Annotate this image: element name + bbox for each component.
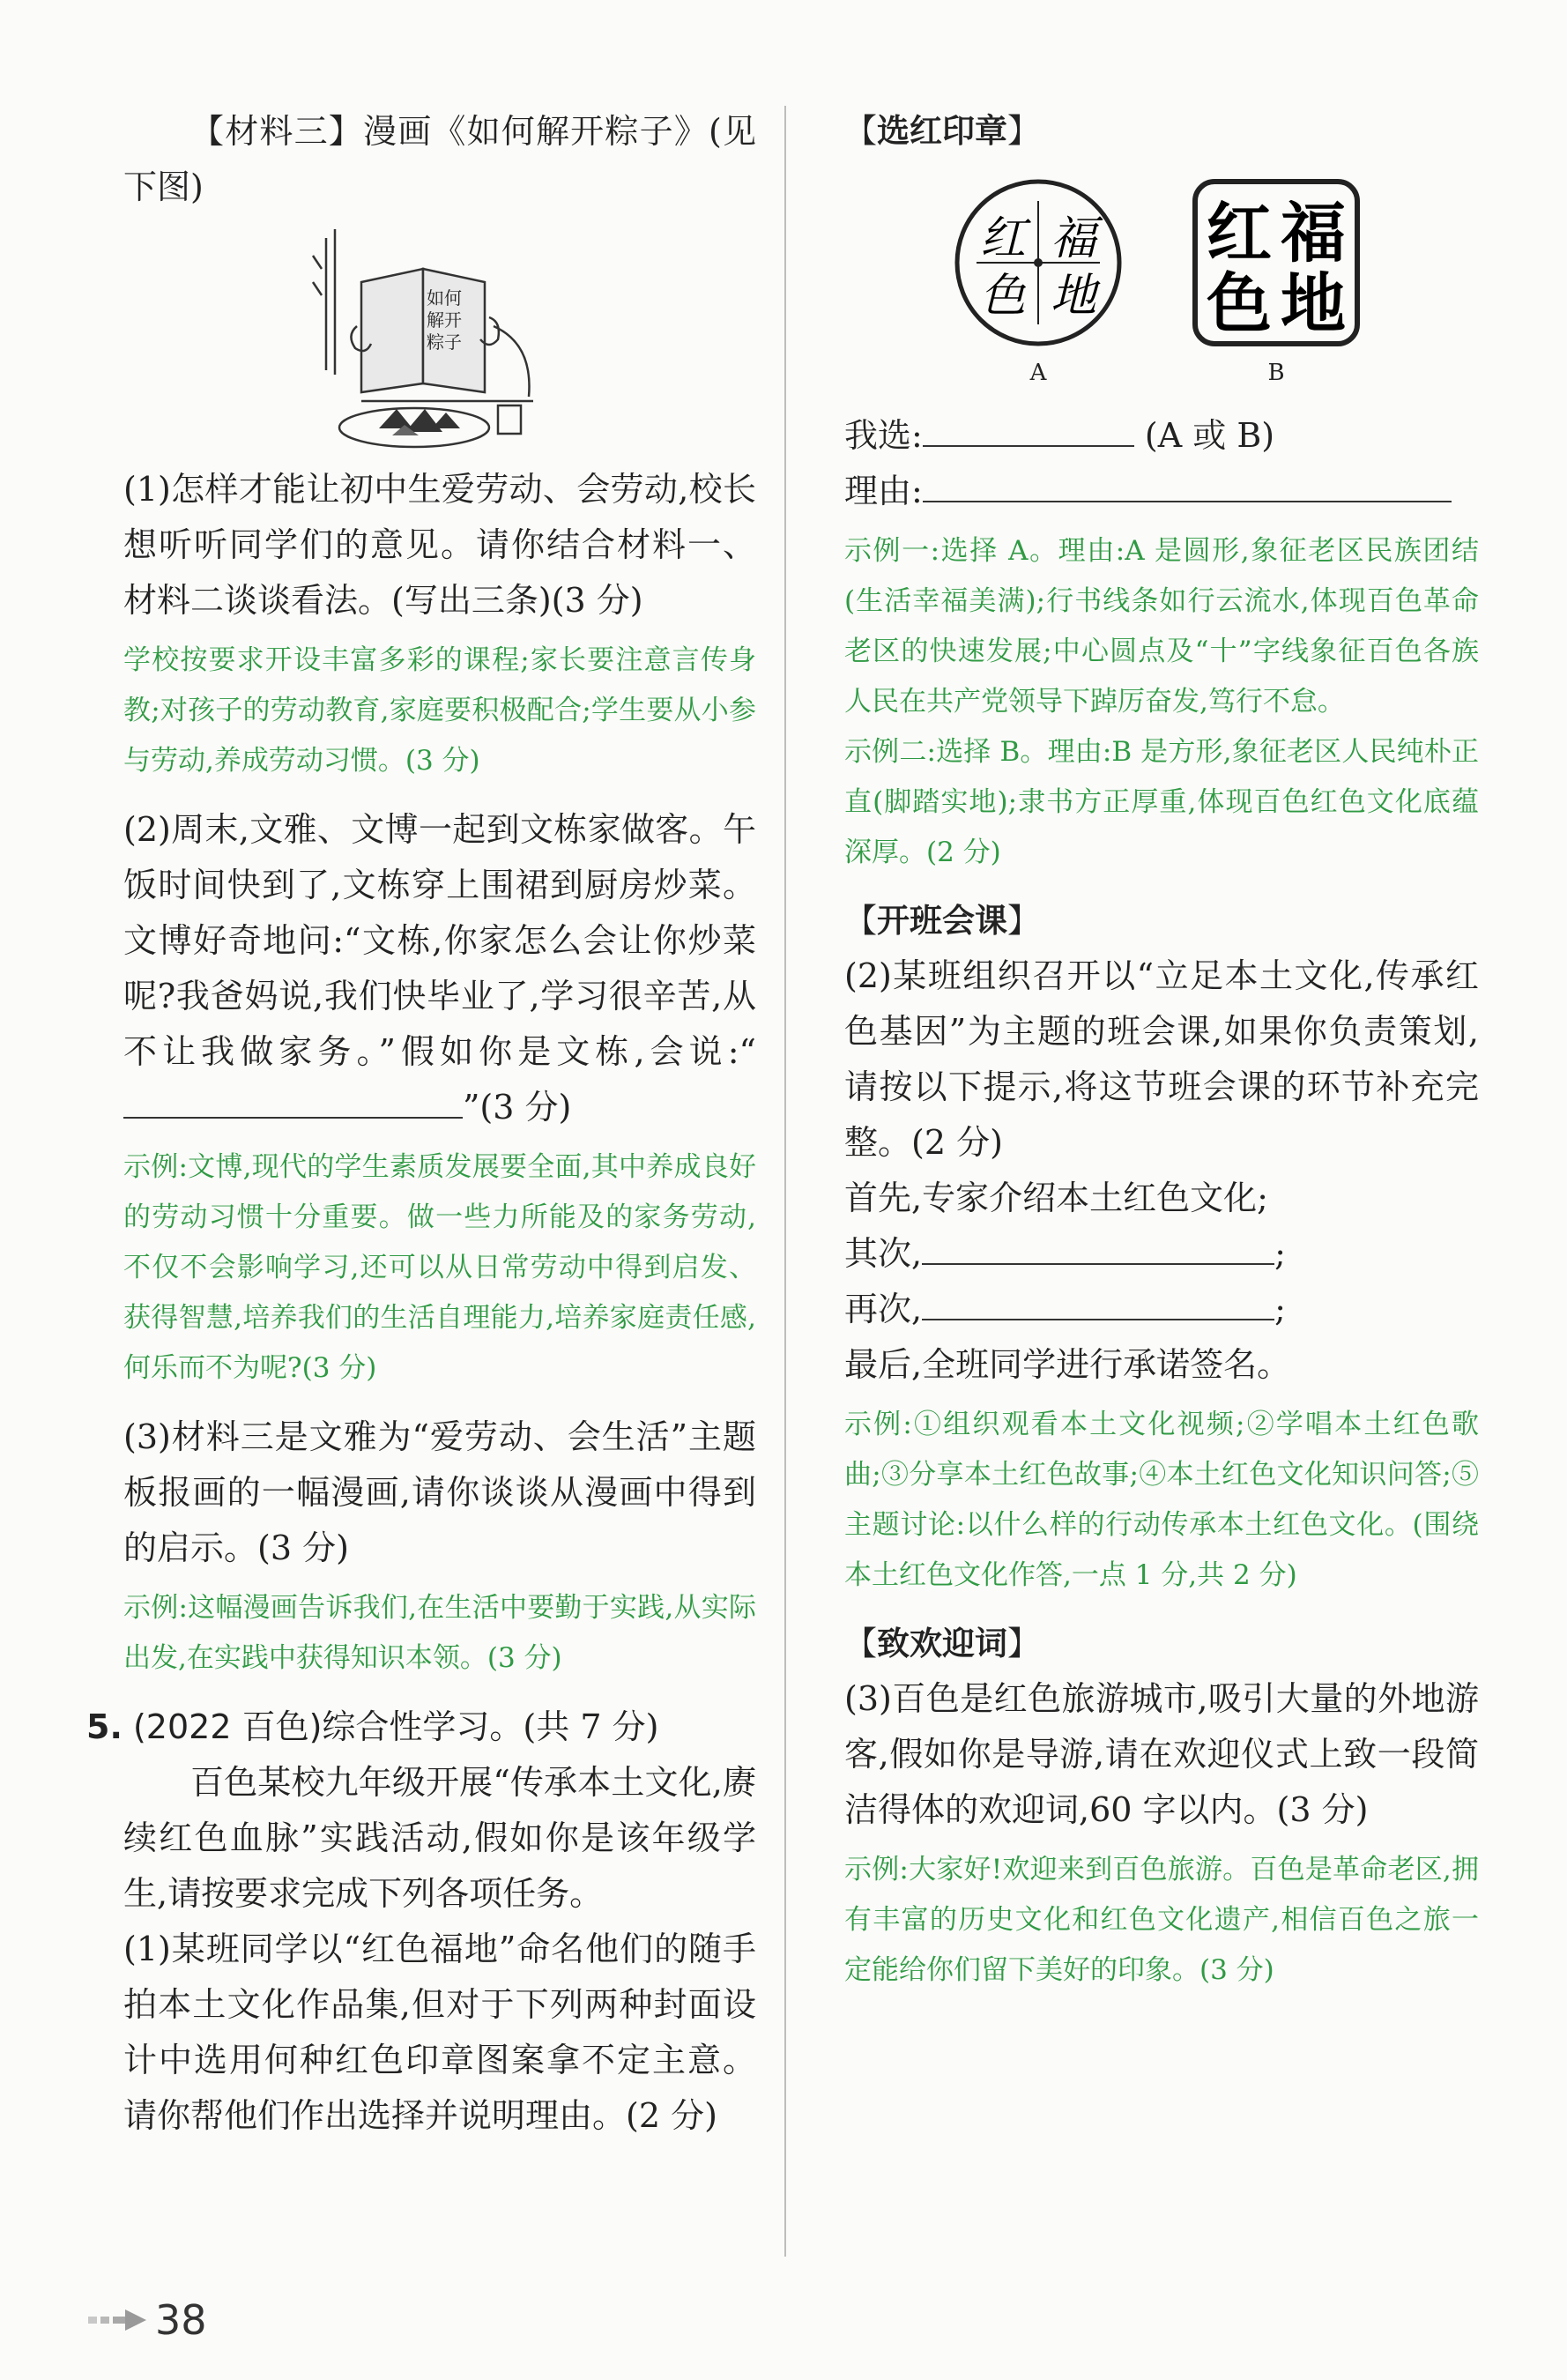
seal-a-label: A <box>1029 360 1047 386</box>
seal-a-char-1: 红 <box>979 212 1027 265</box>
section-heading-class: 【开班会课】 <box>844 902 1040 940</box>
cartoon-book-text-3: 粽子 <box>427 331 462 353</box>
seal-a-image <box>950 175 1126 351</box>
class-step-3: 再次, ; <box>844 1290 1286 1328</box>
page-number <box>88 2296 207 2344</box>
question-1: (1)怎样才能让初中生爱劳动、会劳动,校长想听听同学们的意见。请你结合材料一、材料二谈谈看法。(写出三条)(3 分) <box>123 470 756 620</box>
column-divider <box>784 106 786 2257</box>
seal-b-label: B <box>1267 360 1285 386</box>
class-step-4: 最后,全班同学进行承诺签名。 <box>844 1345 1291 1384</box>
welcome-question: (3)百色是红色旅游城市,吸引大量的外地游客,假如你是导游,请在欢迎仪式上致一段简洁得体的欢迎词,60 字以内。(3 分) <box>844 1679 1479 1829</box>
class-step-1: 首先,专家介绍本土红色文化; <box>844 1179 1268 1217</box>
answer-2: 示例:文博,现代的学生素质发展要全面,其中养成良好的劳动习惯十分重要。做一些力所能及的家务劳动,不仅不会影响学习,还可以从日常劳动中得到启发、获得智慧,培养我们的生活自理能力,培养家庭责任感,何乐而不为呢?(3 分) <box>123 1151 756 1384</box>
seal-answer-2: 示例二:选择 B。理由:B 是方形,象征老区人民纯朴正直(脚踏实地);隶书方正厚重,体现百色红色文化底蕴深厚。(2 分) <box>844 736 1479 868</box>
seal-a-char-2: 福 <box>1050 212 1097 265</box>
seal-answer-1: 示例一:选择 A。理由:A 是圆形,象征老区民族团结(生活幸福美满);行书线条如行云流水,体现百色革命老区的快速发展;中心圆点及“十”字线象征百色各族人民在共产党领导下踔厉奋发,笃行不怠。 <box>844 535 1479 718</box>
choose-line: 我选: (A 或 B) <box>844 416 1275 455</box>
section-heading-welcome: 【致欢迎词】 <box>844 1625 1040 1662</box>
arrow-icon <box>88 2307 150 2333</box>
answer-3: 示例:这幅漫画告诉我们,在生活中要勤于实践,从实际出发,在实践中获得知识本领。(3 分) <box>123 1592 756 1674</box>
question-2: (2)周末,文雅、文博一起到文栋家做客。午饭时间快到了,文栋穿上围裙到厨房炒菜。文博好奇地问:“文栋,你家怎么会让你炒菜呢?我爸妈说,我们快毕业了,学习很辛苦,从不让我做家务。”假如你是文栋,会说:“”(3 分) <box>123 810 756 1127</box>
seal-options <box>844 166 1479 408</box>
cartoon-book-text-1: 如何 <box>427 287 462 309</box>
seal-b-char-3: 色 <box>1207 266 1272 342</box>
question-number: 5. <box>86 1707 123 1746</box>
reason-blank <box>923 471 1452 502</box>
seal-a-char-3: 色 <box>979 270 1027 323</box>
question-source: (2022 百色) <box>132 1707 323 1746</box>
seal-b-char-2: 福 <box>1281 196 1346 271</box>
material-3: 【材料三】漫画《如何解开粽子》(见下图) <box>123 112 756 206</box>
question-5-title: 5. (2022 百色)综合性学习。(共 7 分) <box>86 1707 659 1746</box>
question-5-sub1: (1)某班同学以“红色福地”命名他们的随手拍本土文化作品集,但对于下列两种封面设计中选用何种红色印章图案拿不定主意。请你帮他们作出选择并说明理由。(2 分) <box>123 1930 756 2135</box>
seal-b-image <box>1188 175 1364 351</box>
class-question: (2)某班组织召开以“立足本土文化,传承红色基因”为主题的班会课,如果你负责策划,请按以下提示,将这节班会课的环节补充完整。(2 分) <box>844 956 1479 1162</box>
step-2-blank <box>922 1233 1274 1265</box>
welcome-answer: 示例:大家好!欢迎来到百色旅游。百色是革命老区,拥有丰富的历史文化和红色文化遗产,相信百色之旅一定能给你们留下美好的印象。(3 分) <box>844 1854 1479 1986</box>
cartoon-image <box>308 220 564 458</box>
step-3-blank <box>922 1289 1274 1320</box>
section-heading-seal: 【选红印章】 <box>844 112 1040 150</box>
seal-b-char-1: 红 <box>1207 196 1272 271</box>
answer-blank <box>123 1087 463 1119</box>
answer-1: 学校按要求开设丰富多彩的课程;家长要注意言传身教;对孩子的劳动教育,家庭要积极配合;学生要从小参与劳动,养成劳动习惯。(3 分) <box>123 644 756 777</box>
seal-b-char-4: 地 <box>1281 266 1346 342</box>
choose-blank <box>923 415 1134 447</box>
right-column <box>844 104 1479 2012</box>
question-3: (3)材料三是文雅为“爱劳动、会生活”主题板报画的一幅漫画,请你谈谈从漫画中得到的启示。(3 分) <box>123 1417 756 1567</box>
page-number-text: 38 <box>155 2296 207 2344</box>
class-answer: 示例:①组织观看本土文化视频;②学唱本土红色歌曲;③分享本土红色故事;④本土红色文化知识问答;⑤主题讨论:以什么样的行动传承本土红色文化。(围绕本土红色文化作答,一点 1 分,共 2 分) <box>844 1409 1479 1591</box>
question-5-intro: 百色某校九年级开展“传承本土文化,赓续红色血脉”实践活动,假如你是该年级学生,请按要求完成下列各项任务。 <box>123 1763 756 1913</box>
cartoon-book-text-2: 解开 <box>427 309 462 331</box>
reason-line: 理由: <box>844 464 1479 519</box>
left-column <box>86 104 756 2144</box>
class-step-2: 其次, ; <box>844 1234 1286 1273</box>
seal-a-char-4: 地 <box>1050 270 1097 323</box>
